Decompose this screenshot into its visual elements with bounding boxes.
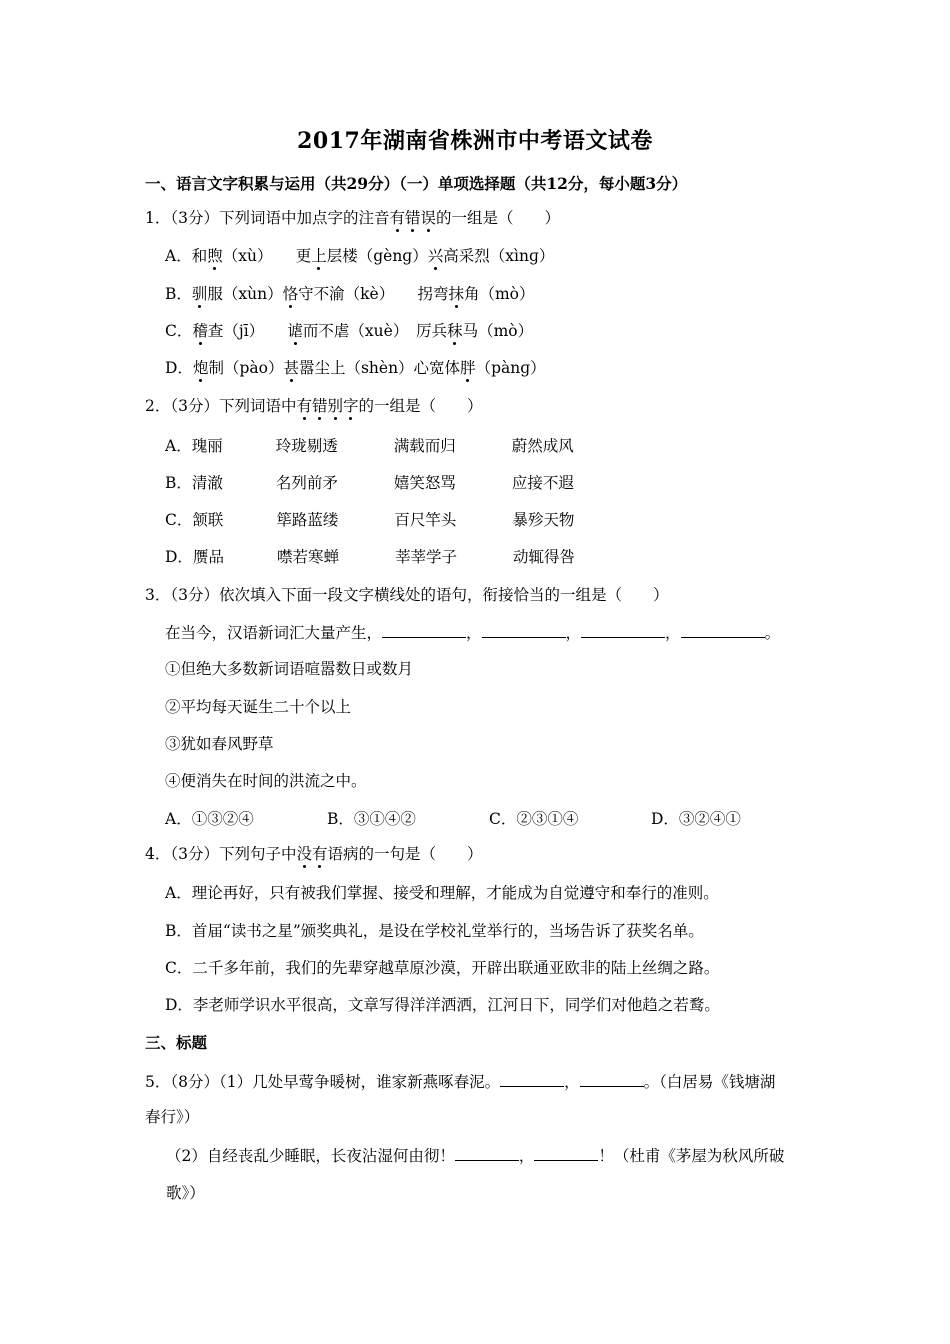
dotted-char: 驯	[191, 285, 208, 303]
option-text: 守不渝（kè） 拐弯	[298, 285, 449, 303]
word: 噤若寒蝉	[276, 548, 339, 566]
answer-option: B．③①④②	[327, 810, 416, 828]
q3-passage	[165, 621, 780, 644]
q3-item: ④便消失在时间的洪流之中。	[165, 772, 367, 790]
answer-option: D．③②④①	[651, 810, 741, 828]
word: 莘莘学子	[394, 548, 457, 566]
dotted-char: 字	[343, 397, 359, 415]
option-text: 角（mò）	[463, 285, 535, 303]
q2-stem-after: 的一组是（ ）	[358, 397, 483, 415]
q1-option-b	[165, 283, 535, 305]
word: 清澈	[191, 474, 223, 492]
option-label: D．	[165, 359, 193, 377]
dotted-char: 错	[312, 397, 328, 415]
q4-option-c: C．二千多年前，我们的先辈穿越草原沙漠，开辟出联通亚欧非的陆上丝绸之路。	[165, 959, 720, 977]
q5-text: （2）自经丧乱少睡眠，长夜沾湿何由彻！	[166, 1147, 455, 1165]
word: 满载而归	[393, 437, 456, 455]
dotted-char: 煦	[207, 247, 223, 265]
q4-stem-after: 语病的一句是（ ）	[327, 845, 483, 863]
option-text: （xù） 更	[222, 247, 312, 265]
q5-line4: 歌》）	[166, 1184, 205, 1202]
option-label: B．	[165, 474, 192, 492]
q4-stem-before: 4．（3分）下列句子中	[145, 845, 297, 863]
word: 蔚然成风	[511, 437, 574, 455]
q5-line3	[166, 1144, 784, 1167]
q1-stem	[145, 207, 560, 229]
q4-option-a: A．理论再好，只有被我们掌握、接受和理解，才能成为自觉遵守和奉行的准则。	[165, 884, 719, 902]
word: 玲珑剔透	[275, 437, 338, 455]
option-text: 制（pào）	[208, 359, 284, 377]
q3-item: ②平均每天诞生二十个以上	[165, 698, 352, 716]
q2-option-b	[165, 472, 574, 494]
word: 名列前矛	[275, 474, 338, 492]
fill-blank	[580, 1070, 644, 1087]
option-label: C．	[165, 322, 193, 340]
fill-blank	[581, 621, 665, 638]
q1-option-c	[165, 320, 533, 342]
q5-line1	[145, 1070, 775, 1093]
option-text: （pànɡ）	[475, 359, 546, 377]
dotted-char: 抹	[448, 285, 464, 303]
q4-option-b: B．首届“读书之星”颁奖典礼，是设在学校礼堂举行的，当场告诉了获奖名单。	[165, 922, 704, 940]
dotted-char: 稽	[192, 322, 208, 340]
dotted-char: 恪	[282, 285, 299, 303]
q2-option-a	[165, 435, 574, 457]
q2-stem-before: 2．（3分）下列词语中	[145, 397, 297, 415]
q2-option-d	[165, 546, 575, 568]
option-text: 嚣尘上（shèn）心宽体	[298, 359, 461, 377]
dotted-char: 有	[296, 397, 312, 415]
option-label: A．	[165, 437, 192, 455]
dotted-char: 谑	[287, 322, 303, 340]
q2-option-c	[165, 509, 574, 531]
option-text: 查（jī）	[207, 322, 288, 340]
fill-blank	[482, 621, 566, 638]
q5-line2: 春行》）	[145, 1108, 200, 1126]
separator: ，	[564, 1073, 580, 1091]
fill-blank	[500, 1070, 564, 1087]
dotted-char: 别	[327, 397, 344, 415]
dotted-char: 秣	[447, 322, 463, 340]
option-text: 马（mò）	[462, 322, 534, 340]
q2-stem	[145, 395, 483, 417]
option-text: 高采烈（xìnɡ）	[443, 247, 555, 265]
answer-option: A．①③②④	[165, 810, 254, 828]
option-text: 服（xùn）	[207, 285, 283, 303]
separator: ，	[565, 624, 582, 642]
q1-stem-before: 1．（3分）下列词语中加点字的注音	[145, 209, 390, 227]
option-label: A．	[165, 247, 192, 265]
section1-heading: 一、语言文字积累与运用（共29分）（一）单项选择题（共12分，每小题3分）	[145, 174, 688, 193]
option-label: D．	[165, 548, 193, 566]
q1-option-d	[165, 357, 546, 379]
dotted-char: 有	[312, 845, 328, 863]
q5-text: 5．（8分）（1）几处早莺争暖树，谁家新燕啄春泥。	[145, 1073, 501, 1091]
passage-text: 在当今，汉语新词汇大量产生，	[165, 624, 383, 642]
word: 应接不遐	[511, 474, 574, 492]
dotted-char: 没	[296, 845, 312, 863]
q5-text: ！（杜甫《茅屋为秋风所破	[598, 1147, 785, 1165]
option-label: C．	[165, 511, 193, 529]
page-title: 2017年湖南省株洲市中考语文试卷	[297, 128, 653, 154]
period: 。	[764, 624, 781, 642]
word: 赝品	[192, 548, 224, 566]
separator: ，	[665, 624, 681, 642]
fill-blank	[382, 621, 466, 638]
q4-option-d: D．李老师学识水平很高，文章写得洋洋洒洒，江河日下，同学们对他趋之若鹜。	[165, 996, 720, 1014]
option-text: 和	[191, 247, 208, 265]
answer-option: C．②③①④	[489, 810, 579, 828]
q3-stem: 3．（3分）依次填入下面一段文字横线处的语句，衔接恰当的一组是（ ）	[145, 586, 669, 604]
word: 颔联	[192, 511, 224, 529]
q1-stem-after: 的一组是（ ）	[436, 209, 561, 227]
word: 动辄得咎	[512, 548, 575, 566]
word: 百尺竿头	[394, 511, 457, 529]
separator: ，	[518, 1147, 535, 1165]
q3-item: ③犹如春风野草	[165, 735, 274, 753]
word: 暴殄天物	[512, 511, 575, 529]
dotted-char: 甚	[283, 359, 299, 377]
word: 嬉笑怒骂	[393, 474, 456, 492]
fill-blank	[455, 1144, 519, 1161]
dotted-char: 兴	[427, 247, 444, 265]
section3-heading: 三、标题	[145, 1033, 208, 1052]
dotted-char: 有	[389, 209, 405, 227]
dotted-char: 胖	[460, 359, 476, 377]
fill-blank	[534, 1144, 598, 1161]
q4-stem	[145, 843, 483, 865]
dotted-char: 错	[405, 209, 421, 227]
q3-answers	[165, 808, 741, 830]
dotted-char: 上	[311, 247, 327, 265]
dotted-char: 误	[420, 209, 437, 227]
q3-item: ①但绝大多数新词语喧嚣数日或数月	[165, 660, 414, 678]
option-text: 层楼（gènɡ）	[326, 247, 428, 265]
separator: ，	[466, 624, 482, 642]
option-label: B．	[165, 285, 192, 303]
word: 瑰丽	[191, 437, 223, 455]
word: 筚路蓝缕	[276, 511, 339, 529]
fill-blank	[681, 621, 765, 638]
option-text: 而不虐（xuè） 厉兵	[302, 322, 448, 340]
q5-text: 。（白居易《钱塘湖	[643, 1073, 776, 1091]
dotted-char: 炮	[192, 359, 209, 377]
q1-option-a	[165, 245, 554, 267]
